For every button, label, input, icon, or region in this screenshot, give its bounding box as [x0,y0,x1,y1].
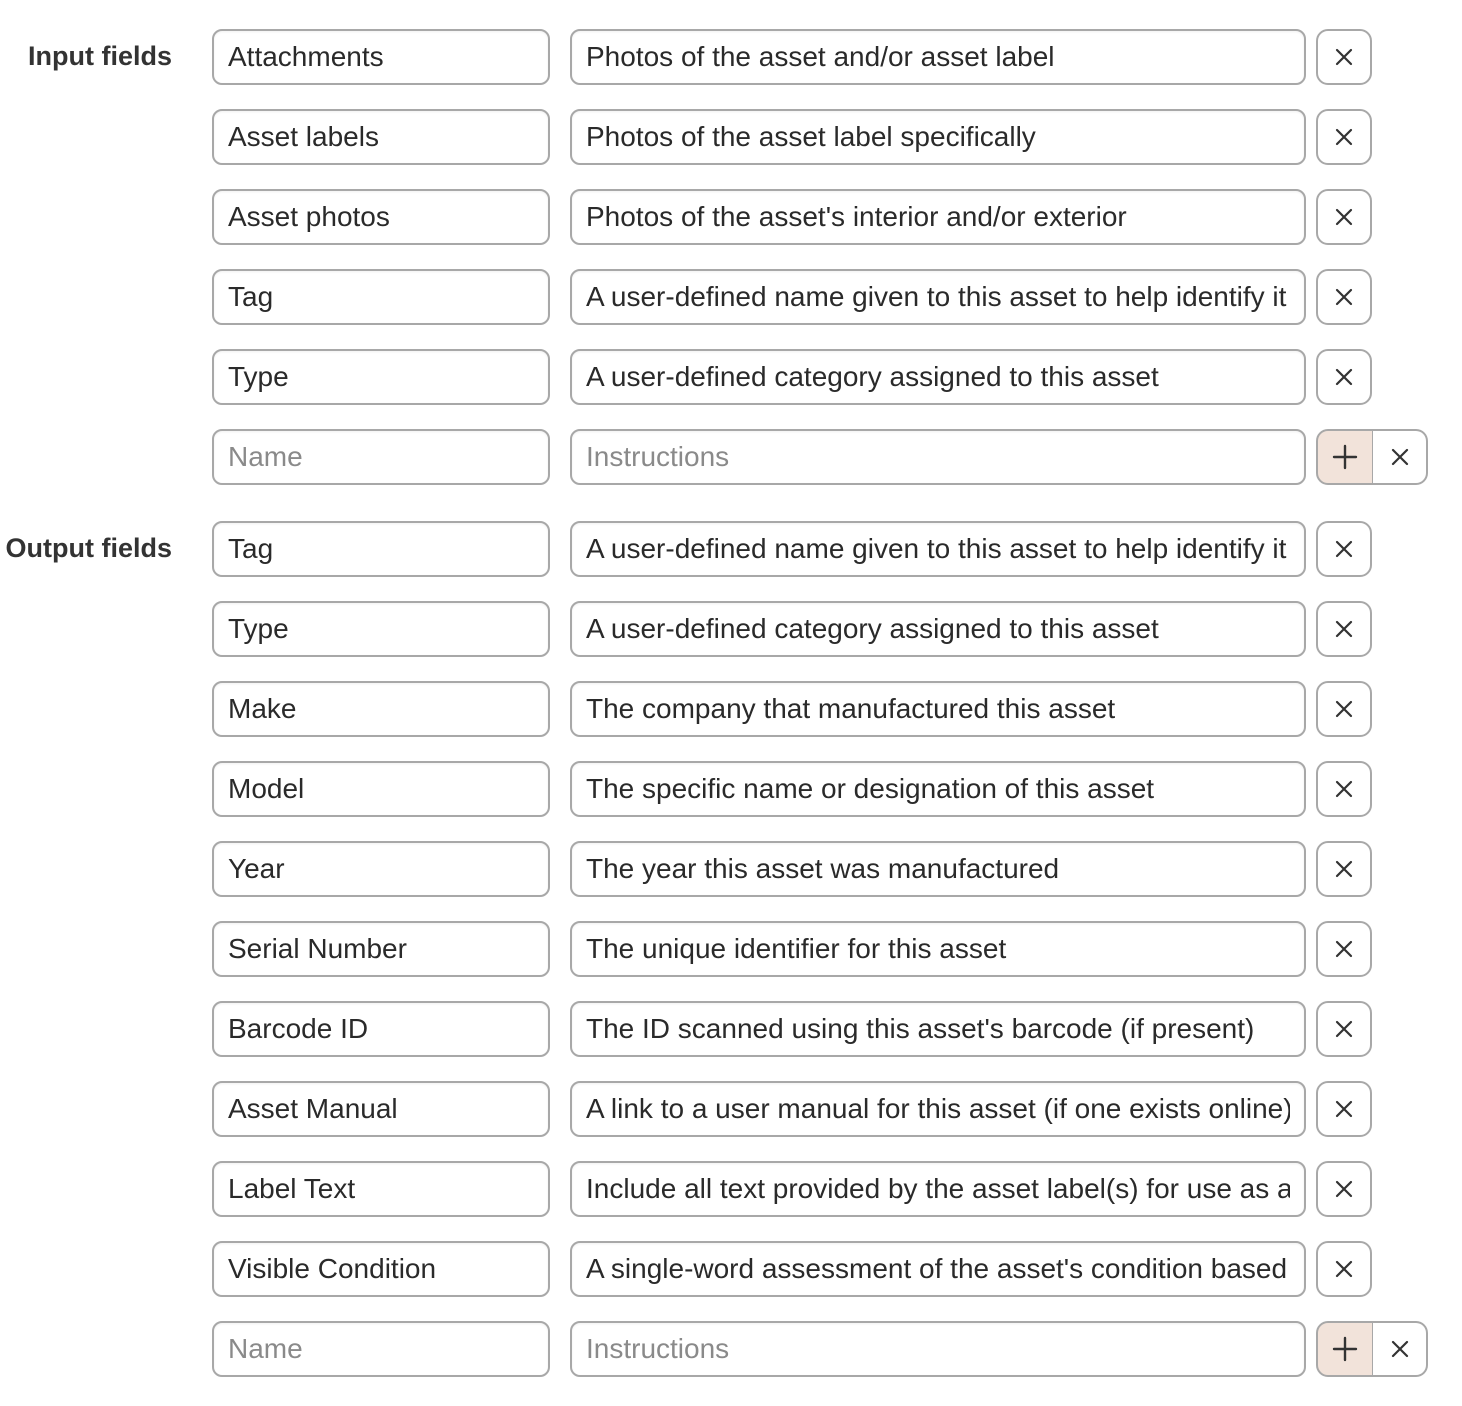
input-field-name[interactable] [212,109,550,165]
output-field-instructions[interactable] [570,1241,1306,1297]
remove-field-button[interactable] [1316,521,1372,577]
input-field-instructions[interactable] [570,349,1306,405]
input-field-name[interactable] [212,349,550,405]
close-icon [1334,939,1354,959]
close-icon [1334,287,1354,307]
close-icon [1334,699,1354,719]
output-field-row [212,521,1432,577]
remove-field-button[interactable] [1316,1001,1372,1057]
remove-field-button[interactable] [1316,1241,1372,1297]
remove-field-button[interactable] [1316,1081,1372,1137]
remove-field-button[interactable] [1316,29,1372,85]
output-field-name[interactable] [212,921,550,977]
output-field-row [212,681,1432,737]
remove-field-button[interactable] [1316,601,1372,657]
new-output-instructions-field[interactable] [570,1321,1306,1377]
remove-field-button[interactable] [1316,761,1372,817]
clear-new-output-button[interactable] [1372,1321,1428,1377]
remove-field-button[interactable] [1316,921,1372,977]
output-field-row [212,921,1432,977]
input-field-instructions[interactable] [570,29,1306,85]
remove-field-button[interactable] [1316,109,1372,165]
close-icon [1390,447,1410,467]
output-field-name[interactable] [212,1161,550,1217]
output-field-instructions[interactable] [570,1081,1306,1137]
input-field-row [212,269,1432,325]
output-field-row [212,1001,1432,1057]
input-field-instructions[interactable] [570,269,1306,325]
plus-icon [1332,444,1358,470]
input-field-row [212,29,1432,85]
plus-icon [1332,1336,1358,1362]
output-fields-label: Output fields [5,533,172,563]
remove-field-button[interactable] [1316,681,1372,737]
new-input-field-row [212,429,1432,485]
output-field-instructions[interactable] [570,921,1306,977]
input-field-instructions[interactable] [570,109,1306,165]
output-field-instructions[interactable] [570,681,1306,737]
output-field-instructions[interactable] [570,601,1306,657]
input-field-instructions[interactable] [570,189,1306,245]
remove-field-button[interactable] [1316,189,1372,245]
output-field-name[interactable] [212,1001,550,1057]
remove-field-button[interactable] [1316,841,1372,897]
input-field-row [212,109,1432,165]
add-input-field-button[interactable] [1316,429,1374,485]
output-field-row [212,761,1432,817]
close-icon [1334,779,1354,799]
input-field-row [212,189,1432,245]
add-output-field-button[interactable] [1316,1321,1374,1377]
close-icon [1334,1099,1354,1119]
output-field-name[interactable] [212,761,550,817]
output-field-name[interactable] [212,1241,550,1297]
new-input-instructions-field[interactable] [570,429,1306,485]
input-field-row [212,349,1432,405]
input-field-name[interactable] [212,189,550,245]
output-field-name[interactable] [212,521,550,577]
close-icon [1390,1339,1410,1359]
output-field-name[interactable] [212,841,550,897]
clear-new-input-button[interactable] [1372,429,1428,485]
remove-field-button[interactable] [1316,349,1372,405]
close-icon [1334,859,1354,879]
output-field-name[interactable] [212,681,550,737]
close-icon [1334,207,1354,227]
close-icon [1334,1179,1354,1199]
close-icon [1334,619,1354,639]
close-icon [1334,127,1354,147]
remove-field-button[interactable] [1316,269,1372,325]
output-field-row [212,1241,1432,1297]
output-field-instructions[interactable] [570,841,1306,897]
remove-field-button[interactable] [1316,1161,1372,1217]
output-field-row [212,1161,1432,1217]
output-field-instructions[interactable] [570,761,1306,817]
close-icon [1334,539,1354,559]
close-icon [1334,367,1354,387]
output-field-instructions[interactable] [570,521,1306,577]
output-field-row [212,601,1432,657]
new-input-name-field[interactable] [212,429,550,485]
input-field-name[interactable] [212,29,550,85]
close-icon [1334,47,1354,67]
output-field-instructions[interactable] [570,1001,1306,1057]
new-output-name-field[interactable] [212,1321,550,1377]
output-field-name[interactable] [212,601,550,657]
output-field-name[interactable] [212,1081,550,1137]
close-icon [1334,1019,1354,1039]
output-field-row [212,1081,1432,1137]
output-field-row [212,841,1432,897]
output-field-instructions[interactable] [570,1161,1306,1217]
new-output-field-row [212,1321,1432,1377]
input-fields-label: Input fields [28,41,172,71]
input-field-name[interactable] [212,269,550,325]
close-icon [1334,1259,1354,1279]
